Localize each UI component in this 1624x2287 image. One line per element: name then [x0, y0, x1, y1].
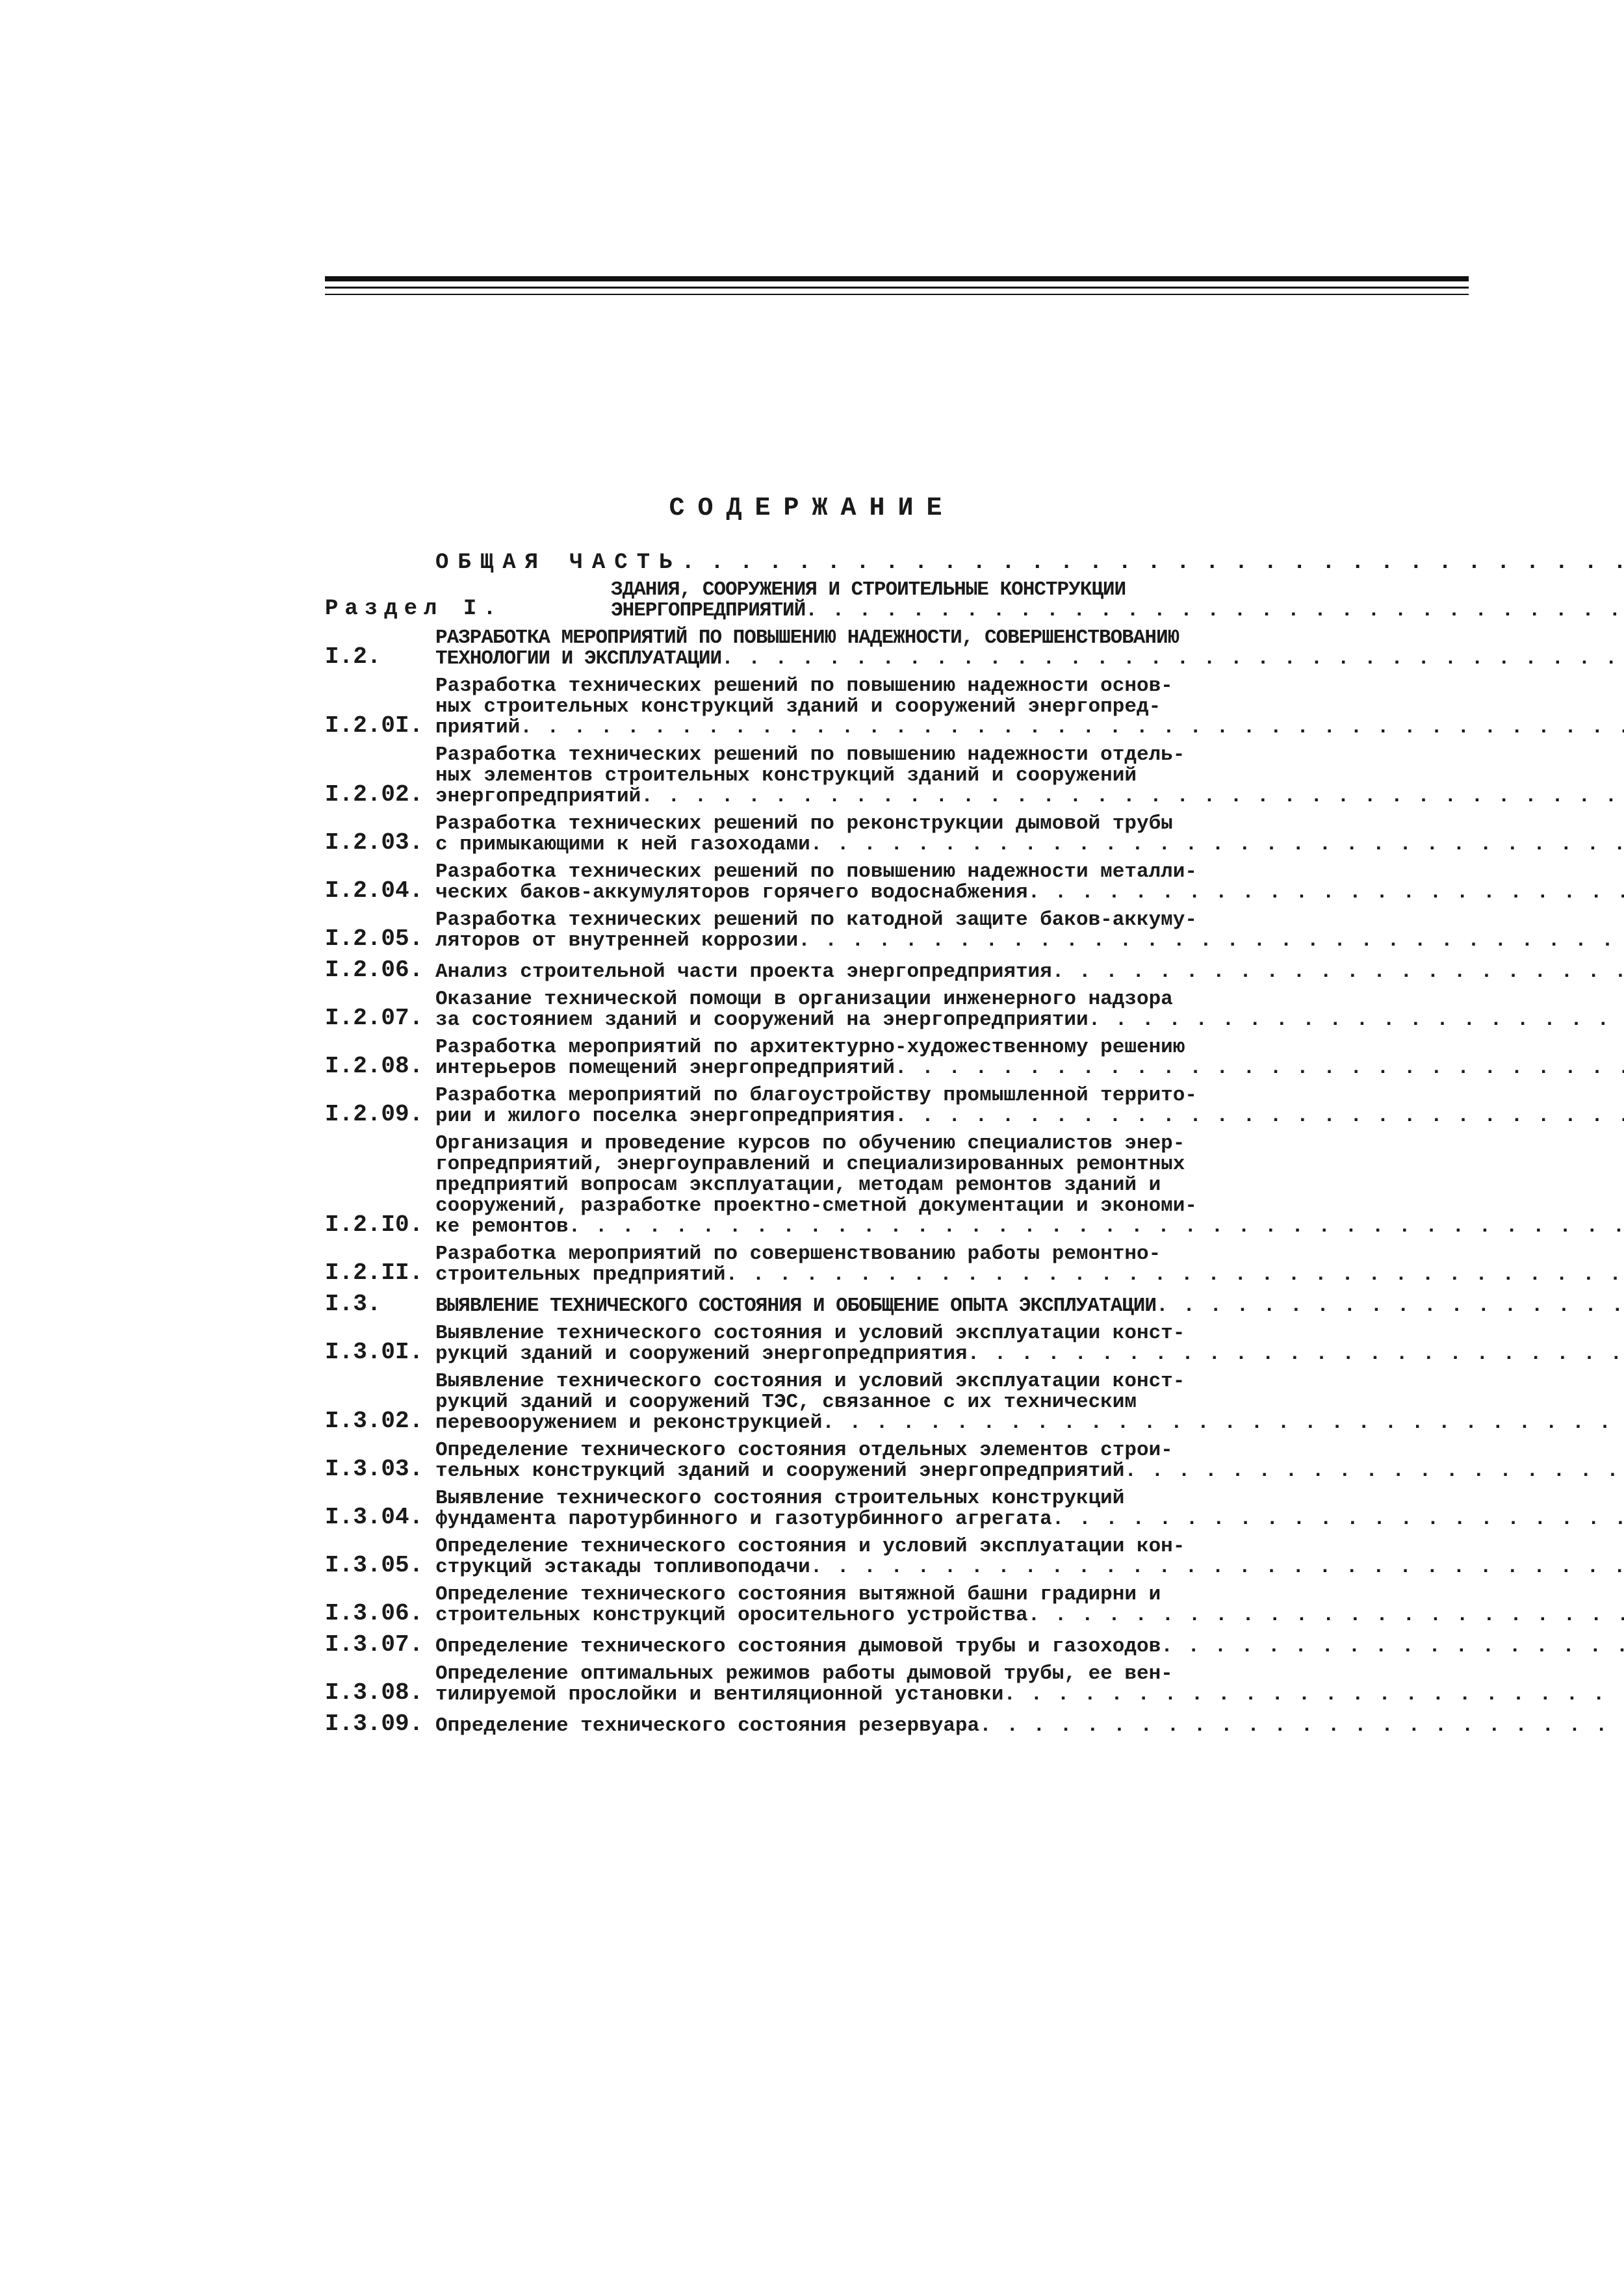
- top-rule-thick: [325, 276, 1469, 281]
- toc-entry-title-line: ляторов от внутренней коррозии: [435, 929, 799, 952]
- toc-entry: [325, 1584, 1391, 1626]
- dot-leader: [798, 931, 1624, 951]
- dot-leader: [1124, 1461, 1624, 1482]
- toc-entry-title: [435, 676, 1624, 738]
- toc-entry-number: I.3.0I.: [325, 1339, 424, 1365]
- dot-leader: [810, 834, 1624, 855]
- toc-entry-title-line: ТЕХНОЛОГИИ И ЭКСПЛУАТАЦИИ: [435, 647, 722, 670]
- top-rule-middle: [325, 287, 1469, 289]
- toc-entry-title-line: РАЗРАБОТКА МЕРОПРИЯТИЙ ПО ПОВЫШЕНИЮ НАДЕЖНОСТИ, СОВЕРШЕНСТВОВАНИЮ: [435, 627, 1179, 649]
- toc-entry-number: I.2.II.: [325, 1260, 424, 1286]
- toc-entry-title-line: рии и жилого поселка энергопредприятия: [435, 1105, 895, 1128]
- toc-entry-title-line: Разработка мероприятий по совершенствованию работы ремонтно-: [435, 1243, 1161, 1265]
- dot-leader: [1028, 1605, 1624, 1626]
- toc-entry-title-line: Определение технического состояния дымовой трубы и газоходов: [435, 1635, 1161, 1658]
- toc-entry-title-line: Разработка технических решений по катодной защите баков-аккуму-: [435, 909, 1197, 931]
- dot-leader: [979, 1716, 1624, 1737]
- toc-entry-number: I.3.08.: [325, 1679, 424, 1706]
- toc-entry-title-line: ных элементов строительных конструкций зданий и сооружений: [435, 764, 1137, 787]
- toc-entry-number: I.2.0I.: [325, 712, 424, 739]
- toc-entry-title-line: Разработка мероприятий по благоустройству промышленной террито-: [435, 1084, 1197, 1107]
- toc-entry-title-line: строительных конструкций оросительного устройства: [435, 1604, 1028, 1627]
- toc-entry-title: [435, 1037, 1624, 1079]
- toc-entry-title: [435, 628, 1624, 669]
- toc-entry-number: I.2.09.: [325, 1101, 424, 1128]
- toc-entry-title-line: строительных предприятий: [435, 1263, 726, 1286]
- toc-entry: [325, 580, 1391, 621]
- dot-leader: [681, 552, 1624, 573]
- toc-entry-title: [435, 1488, 1624, 1530]
- toc-entry-title-line: ЭНЕРГОПРЕДПРИЯТИЙ: [611, 599, 806, 622]
- toc-entry-title: [435, 1323, 1624, 1365]
- dot-leader: [569, 1217, 1624, 1237]
- dot-leader: [895, 1058, 1624, 1079]
- toc-entry: [325, 814, 1391, 855]
- toc-entry-title-line: Разработка технических решений по реконструкции дымовой трубы: [435, 812, 1173, 835]
- toc-entry: [325, 1292, 1391, 1317]
- dot-leader: [520, 717, 1624, 738]
- toc-entry-title-line: предприятий вопросам эксплуатации, методам ремонтов зданий и: [435, 1174, 1161, 1196]
- toc-entry-number: I.3.02.: [325, 1408, 424, 1434]
- dot-leader: [1052, 1509, 1624, 1530]
- toc-entry: [325, 1633, 1391, 1657]
- toc-entry-title: [435, 814, 1624, 855]
- table-of-contents: [325, 552, 1391, 1743]
- dot-leader: [1028, 883, 1624, 903]
- toc-entry-title-line: Выявление технического состояния и условий эксплуатации конст-: [435, 1322, 1185, 1345]
- toc-entry-number: I.2.03.: [325, 829, 424, 856]
- toc-entry: [325, 958, 1391, 983]
- toc-entry-number: I.3.06.: [325, 1600, 424, 1627]
- toc-entry-title-line: Определение оптимальных режимов работы дымовой трубы, ее вен-: [435, 1662, 1173, 1685]
- toc-entry-number: I.2.08.: [325, 1053, 424, 1079]
- toc-entry-title: [611, 580, 1624, 621]
- dot-leader: [1052, 962, 1624, 983]
- toc-entry-title-line: Разработка технических решений по повышению надежности металли-: [435, 860, 1197, 883]
- toc-entry-title-line: ных строительных конструкций зданий и сооружений энергопред-: [435, 695, 1161, 718]
- toc-entry-title-line: Определение технического состояния вытяжной башни градирни и: [435, 1583, 1161, 1606]
- dot-leader: [895, 1106, 1624, 1127]
- toc-entry-title: [435, 910, 1624, 951]
- toc-entry-title: [435, 1133, 1624, 1237]
- toc-entry-title: [435, 1085, 1624, 1127]
- dot-leader: [641, 786, 1624, 807]
- toc-entry-title: [435, 1664, 1624, 1705]
- toc-entry-title-line: ке ремонтов: [435, 1215, 569, 1238]
- toc-entry-title-line: рукций зданий и сооружений энергопредприятия: [435, 1343, 968, 1365]
- toc-entry-title: [435, 552, 1624, 573]
- page-title: СОДЕРЖАНИЕ: [669, 494, 955, 523]
- toc-entry-title-line: Определение технического состояния отдельных элементов строи-: [435, 1439, 1173, 1462]
- toc-entry-title: [435, 1371, 1624, 1434]
- toc-entry: [325, 1037, 1391, 1079]
- toc-entry: [325, 552, 1391, 573]
- toc-entry: [325, 676, 1391, 738]
- toc-entry-title-line: тельных конструкций зданий и сооружений энергопредприятий: [435, 1460, 1125, 1482]
- toc-entry-title: [435, 1636, 1624, 1657]
- dot-leader: [1003, 1685, 1624, 1705]
- toc-entry: [325, 1323, 1391, 1365]
- dot-leader: [1156, 1296, 1624, 1317]
- toc-entry-title: [435, 1440, 1624, 1482]
- toc-entry-title: [435, 1296, 1624, 1317]
- toc-entry: [325, 862, 1391, 903]
- toc-entry-title-line: Разработка технических решений по повышению надежности основ-: [435, 675, 1173, 697]
- toc-entry: [325, 1536, 1391, 1578]
- toc-entry-number: I.2.: [325, 643, 381, 670]
- toc-entry: [325, 628, 1391, 669]
- toc-entry: [325, 1664, 1391, 1705]
- toc-entry-title-line: сооружений, разработке проектно-сметной документации и экономи-: [435, 1195, 1197, 1217]
- toc-entry: [325, 1440, 1391, 1482]
- toc-entry-number: I.3.07.: [325, 1631, 424, 1658]
- toc-entry-title-line: гопредприятий, энергоуправлений и специализированных ремонтных: [435, 1153, 1185, 1176]
- toc-entry-title-line: Определение технического состояния и условий эксплуатации кон-: [435, 1535, 1185, 1558]
- toc-entry-title-line: Анализ строительной части проекта энергопредприятия: [435, 961, 1052, 983]
- toc-entry-title-line: ческих баков-аккумуляторов горячего водоснабжения: [435, 881, 1028, 904]
- toc-entry-number: I.3.05.: [325, 1552, 424, 1579]
- toc-entry-title-line: интерьеров помещений энергопредприятий: [435, 1057, 895, 1079]
- dot-leader: [968, 1344, 1624, 1365]
- toc-entry-title-line: рукций зданий и сооружений ТЭС, связанное с их техническим: [435, 1391, 1137, 1414]
- toc-entry-title-line: Выявление технического состояния строительных конструкций: [435, 1487, 1125, 1510]
- toc-entry-number: I.3.09.: [325, 1711, 424, 1737]
- toc-entry-number: I.3.04.: [325, 1504, 424, 1531]
- toc-entry: [325, 1085, 1391, 1127]
- dot-leader: [1089, 1010, 1624, 1031]
- dot-leader: [721, 649, 1624, 669]
- toc-entry-title: [435, 862, 1624, 903]
- toc-entry: [325, 745, 1391, 807]
- toc-entry-title-line: Организация и проведение курсов по обучению специалистов энер-: [435, 1132, 1185, 1155]
- toc-entry-title-line: ОБЩАЯ ЧАСТЬ: [435, 550, 682, 575]
- toc-entry-title: [435, 745, 1624, 807]
- toc-entry-number: I.2.05.: [325, 925, 424, 952]
- toc-entry-title-line: энергопредприятий: [435, 785, 641, 808]
- toc-entry-title-line: ЗДАНИЯ, СООРУЖЕНИЯ И СТРОИТЕЛЬНЫЕ КОНСТРУКЦИИ: [611, 578, 1126, 601]
- toc-entry: [325, 1133, 1391, 1237]
- toc-entry: [325, 1712, 1391, 1737]
- toc-entry-title: [435, 962, 1624, 983]
- toc-entry-title-line: струкций эстакады топливоподачи: [435, 1556, 810, 1579]
- toc-entry-title-line: ВЫЯВЛЕНИЕ ТЕХНИЧЕСКОГО СОСТОЯНИЯ И ОБОБЩЕНИЕ ОПЫТА ЭКСПЛУАТАЦИИ: [435, 1295, 1156, 1317]
- toc-entry-number: I.2.I0.: [325, 1211, 424, 1238]
- toc-entry-number: I.2.07.: [325, 1005, 424, 1031]
- toc-entry-title: [435, 1244, 1624, 1286]
- toc-entry-title-line: тилируемой прослойки и вентиляционной установки: [435, 1683, 1004, 1706]
- toc-entry-number: I.2.04.: [325, 877, 424, 904]
- toc-entry: [325, 910, 1391, 951]
- dot-leader: [822, 1413, 1624, 1434]
- toc-entry-number: I.2.02.: [325, 781, 424, 808]
- top-rule-thin: [325, 294, 1469, 295]
- toc-entry-number: I.3.: [325, 1291, 381, 1317]
- toc-entry-number: I.2.06.: [325, 957, 424, 983]
- toc-entry-title-line: фундамента паротурбинного и газотурбинного агрегата: [435, 1508, 1052, 1531]
- dot-leader: [725, 1265, 1624, 1286]
- toc-entry-title-line: Определение технического состояния резервуара: [435, 1714, 980, 1737]
- toc-entry-title: [435, 1716, 1624, 1737]
- toc-entry-title: [435, 989, 1624, 1031]
- toc-entry-title-line: приятий: [435, 716, 521, 739]
- toc-entry-title: [435, 1536, 1624, 1578]
- toc-entry: [325, 1244, 1391, 1286]
- toc-entry: [325, 1371, 1391, 1434]
- toc-entry-title-line: перевооружением и реконструкцией: [435, 1412, 823, 1434]
- toc-entry-title-line: Оказание технической помощи в организации инженерного надзора: [435, 988, 1173, 1011]
- toc-entry-title-line: за состоянием зданий и сооружений на энергопредприятии: [435, 1009, 1089, 1031]
- toc-entry-title-line: с примыкающими к ней газоходами: [435, 833, 810, 856]
- dot-leader: [1161, 1636, 1624, 1657]
- toc-entry-title-line: Разработка технических решений по повышению надежности отдель-: [435, 743, 1185, 766]
- toc-entry-title-line: Выявление технического состояния и условий эксплуатации конст-: [435, 1370, 1185, 1393]
- dot-leader: [805, 601, 1624, 621]
- dot-leader: [810, 1557, 1624, 1578]
- toc-entry: [325, 1488, 1391, 1530]
- toc-entry-title: [435, 1584, 1624, 1626]
- toc-entry-number: Раздел I.: [325, 597, 503, 621]
- toc-entry-number: I.3.03.: [325, 1456, 424, 1482]
- toc-entry: [325, 989, 1391, 1031]
- toc-entry-title-line: Разработка мероприятий по архитектурно-художественному решению: [435, 1036, 1185, 1059]
